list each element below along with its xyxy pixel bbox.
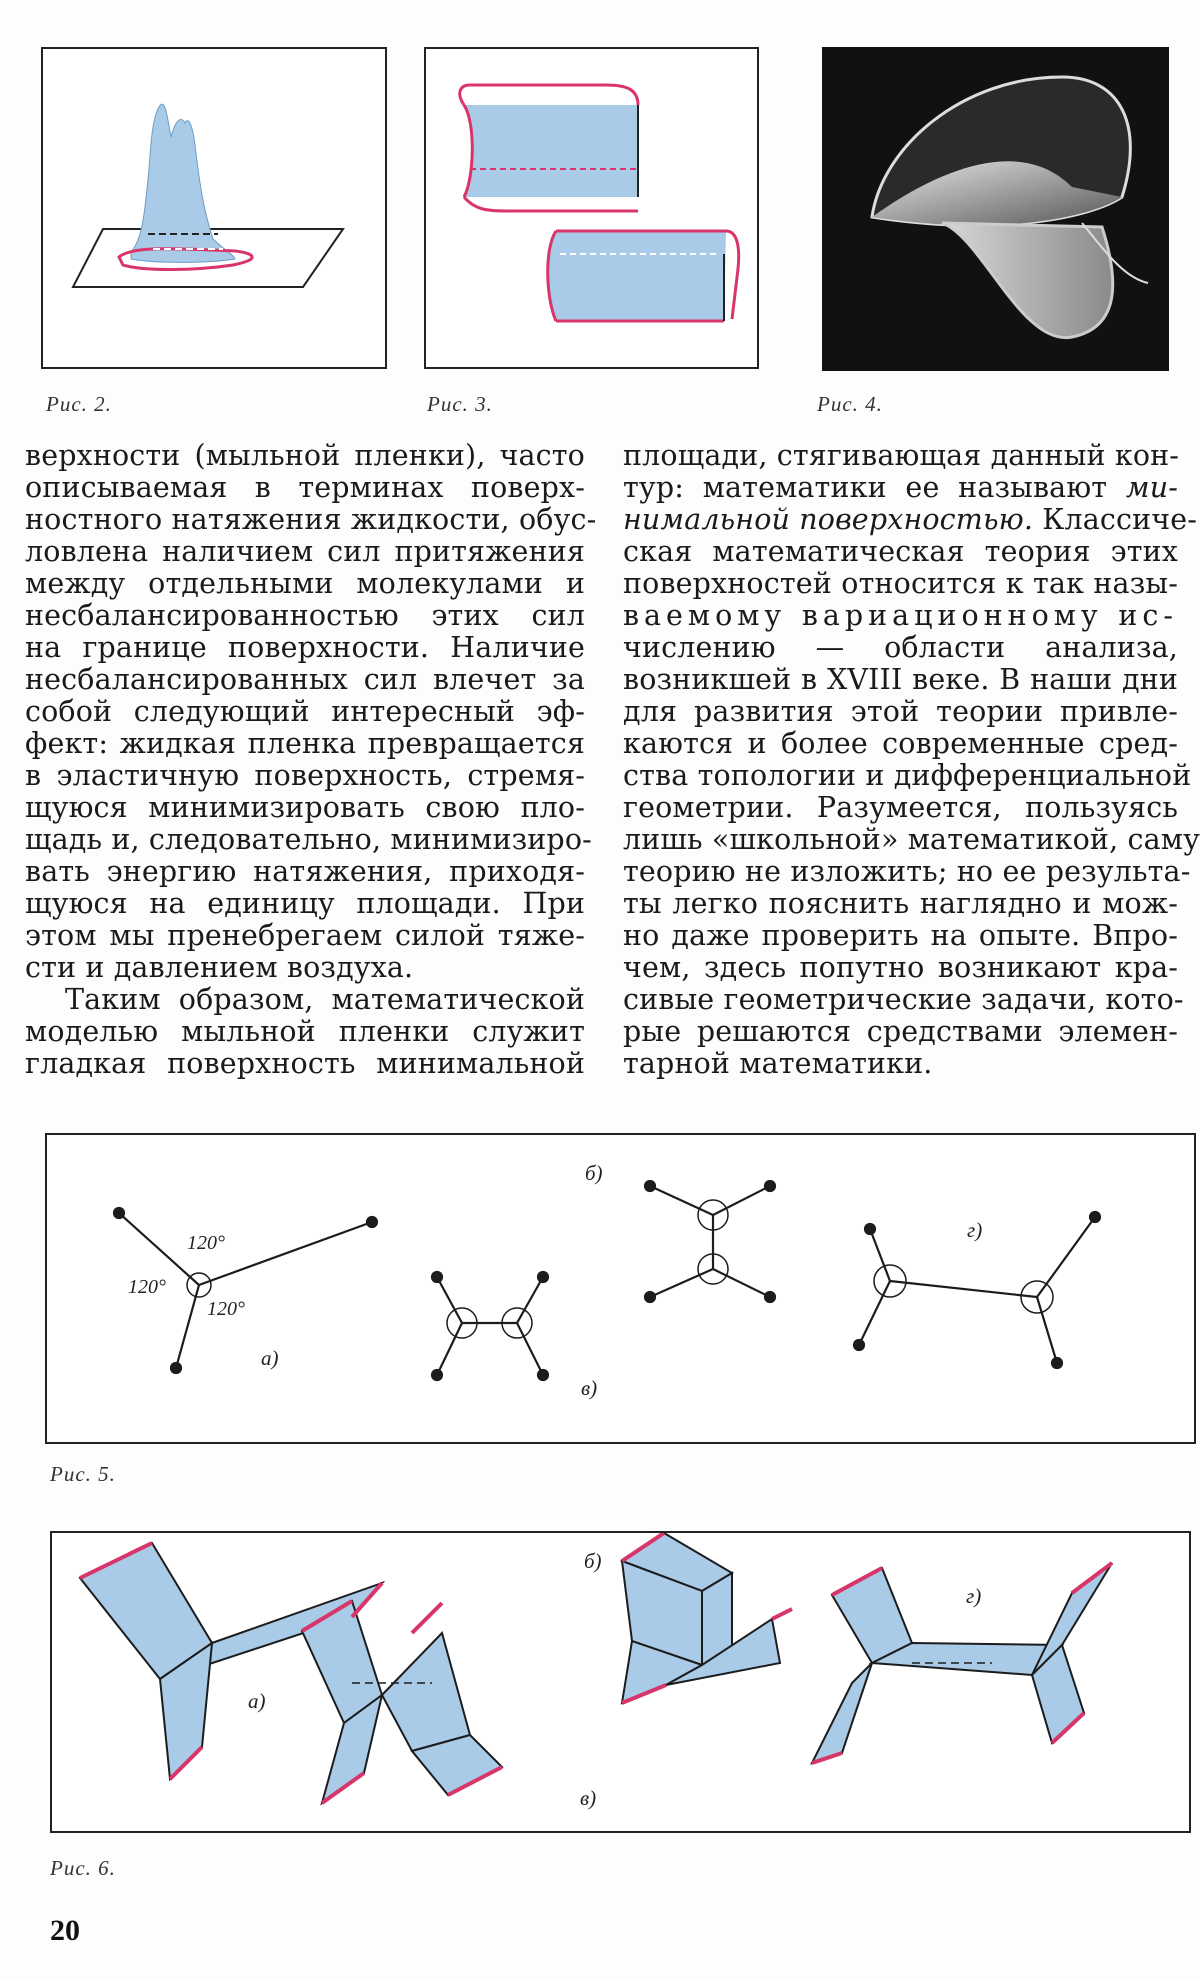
label-v: в) (581, 1376, 598, 1400)
italic-term: нимальной поверхностью. (623, 503, 1034, 536)
text-line (623, 503, 1198, 536)
label-g: г) (966, 1584, 982, 1608)
text-line: гладкая поверхность минимальной (25, 1047, 585, 1080)
text-line: каются и более современные сред- (623, 727, 1178, 760)
caption-fig4: Рис. 4. (817, 392, 883, 416)
text-line: фект: жидкая пленка превращается (25, 727, 585, 760)
figure-6 (50, 1531, 1191, 1833)
text-line: площади, стягивающая данный кон- (623, 439, 1180, 472)
text-line: ваемому вариационному ис- (623, 599, 1178, 632)
text-segment: тур: математики ее называют (623, 471, 1126, 504)
text-line: сти и давлением воздуха. (25, 951, 414, 984)
text-line: возникшей в XVIII веке. В наши дни (623, 663, 1178, 696)
left-text-column (25, 439, 597, 1080)
text-line: рые решаются средствами элемен- (623, 1015, 1178, 1048)
text-segment: Классиче- (1033, 503, 1198, 536)
angle-label-bottom: 120° (207, 1298, 245, 1320)
text-line: числению — области анализа, (623, 631, 1178, 664)
figure-4-photo (822, 47, 1169, 371)
text-line: чем, здесь попутно возникают кра- (623, 951, 1178, 984)
text-line (623, 472, 1178, 504)
text-line: тарной математики. (623, 1047, 933, 1080)
figure-5 (45, 1133, 1196, 1444)
text-line: верхности (мыльной пленки), часто (25, 439, 585, 472)
text-line: в эластичную поверхность, стремя- (25, 759, 585, 792)
text-line: щуюся на единицу площади. При (25, 887, 585, 920)
label-b: б) (585, 1161, 603, 1185)
text-line: ская математическая теория этих (623, 535, 1178, 568)
text-line: ностного натяжения жидкости, обус- (25, 503, 597, 536)
italic-term: ми- (1125, 471, 1178, 504)
label-g: г) (967, 1218, 983, 1242)
label-b: б) (584, 1549, 602, 1573)
soap-film-photo-illustration (822, 47, 1169, 371)
label-a: а) (248, 1689, 266, 1713)
text-line: моделью мыльной пленки служит (25, 1015, 585, 1048)
angle-label-left: 120° (128, 1276, 166, 1298)
text-line: но даже проверить на опыте. Впро- (623, 919, 1178, 952)
label-v: в) (580, 1786, 597, 1810)
caption-fig5: Рис. 5. (50, 1462, 116, 1486)
soap-film-networks-diagram (52, 1533, 1189, 1831)
caption-fig2: Рис. 2. (46, 392, 112, 416)
steiner-networks-diagram (47, 1135, 1194, 1442)
text-line: этом мы пренебрегаем силой тяже- (25, 919, 585, 952)
text-line: геометрии. Разумеется, пользуясь (623, 791, 1178, 824)
text-line: теорию не изложить; но ее результа- (623, 855, 1191, 888)
page-number: 20 (50, 1914, 80, 1947)
text-line: между отдельными молекулами и (25, 567, 585, 600)
soap-film-drop-illustration (43, 49, 385, 367)
right-text-column (623, 439, 1200, 1080)
text-line: несбалансированностью этих сил (25, 599, 585, 632)
text-line: ства топологии и дифференциальной (623, 759, 1192, 792)
figure-3 (424, 47, 759, 369)
text-line: сивые геометрические задачи, кото- (623, 983, 1184, 1016)
figure-2 (41, 47, 387, 369)
film-strip-illustration (426, 49, 757, 367)
caption-fig6: Рис. 6. (50, 1856, 116, 1880)
text-line: собой следующий интересный эф- (25, 695, 585, 728)
text-line: описываемая в терминах поверх- (25, 471, 585, 504)
text-line: для развития этой теории привле- (623, 695, 1178, 728)
angle-label-top: 120° (187, 1232, 225, 1254)
text-line: ты легко пояснить наглядно и мож- (623, 887, 1178, 920)
text-line: ловлена наличием сил притяжения (25, 535, 585, 568)
caption-fig3: Рис. 3. (427, 392, 493, 416)
label-a: а) (261, 1346, 279, 1370)
text-line: Таким образом, математической (65, 983, 585, 1016)
text-line: лишь «школьной» математикой, саму (623, 823, 1200, 856)
text-line: вать энергию натяжения, приходя- (25, 855, 585, 888)
text-line: несбалансированных сил влечет за (25, 663, 585, 696)
text-line: щуюся минимизировать свою пло- (25, 791, 585, 824)
text-line: на границе поверхности. Наличие (25, 631, 585, 664)
text-line: поверхностей относится к так назы- (623, 567, 1178, 600)
text-line: щадь и, следовательно, минимизиро- (25, 823, 592, 856)
